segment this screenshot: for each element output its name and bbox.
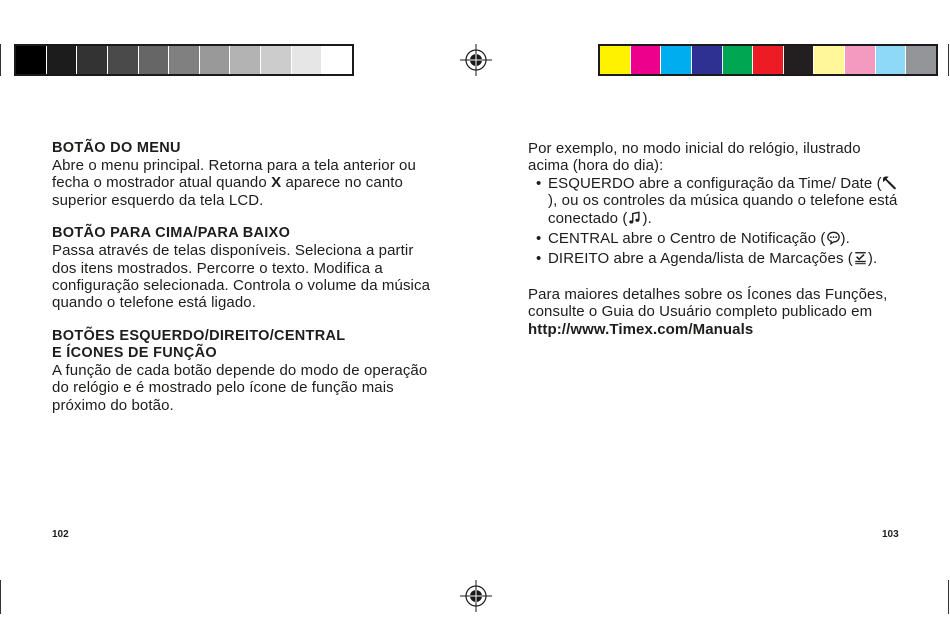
body-text: aparece no canto superior esquerdo da tela LCD. [52, 174, 403, 209]
color-swatch [784, 46, 815, 74]
color-swatch [753, 46, 784, 74]
details-text: Para maiores detalhes sobre os Ícones das Funções, consulte o Guia do Usuário completo publicado em [528, 285, 888, 321]
crop-mark [0, 44, 1, 76]
manuals-link[interactable]: http://www.Timex.com/Manuals [528, 320, 754, 338]
list-item-text: DIREITO abre a Agenda/lista de Marcações ( [548, 250, 853, 268]
notification-bubble-icon [826, 231, 841, 245]
section-heading: BOTÃO PARA CIMA/PARA BAIXO [52, 225, 291, 242]
grayscale-calibration-bar [14, 44, 354, 76]
color-swatch [845, 46, 876, 74]
left-page-content [52, 140, 432, 430]
button-function-list [528, 175, 900, 268]
color-swatch [16, 46, 47, 74]
color-swatch [77, 46, 108, 74]
crop-mark [0, 580, 1, 614]
list-item-text: ), ou os controles da música quando o telefone está conectado ( [548, 192, 898, 227]
right-page-content [528, 140, 900, 338]
color-swatch [600, 46, 631, 74]
section-body: Passa através de telas disponíveis. Seleciona a partir dos itens mostrados. Percorre o texto. Modifica a configuração selecionada. Controla o volume da música quando o telefone está ligado. [52, 242, 431, 312]
list-item-text: ). [840, 230, 850, 248]
section-heading: BOTÃO DO MENU [52, 140, 181, 156]
crop-mark [948, 580, 949, 614]
color-swatch [661, 46, 692, 74]
list-item-text: ). [642, 209, 652, 227]
registration-mark-icon [460, 580, 492, 612]
menu-button-section [52, 140, 432, 209]
color-swatch [47, 46, 78, 74]
color-swatch [292, 46, 323, 74]
color-swatch [139, 46, 170, 74]
heading-line: BOTÕES ESQUERDO/DIREITO/CENTRAL [52, 327, 346, 344]
page-number-right: 103 [882, 529, 899, 540]
color-swatch [876, 46, 907, 74]
page-number-left: 102 [52, 529, 69, 540]
heading-line: E ÍCONES DE FUNÇÃO [52, 344, 217, 361]
section-heading [52, 328, 432, 362]
list-item-text: ). [867, 250, 878, 268]
list-item-text: ESQUERDO abre a configuração da Time/ Date ( [548, 174, 882, 192]
color-swatch [108, 46, 139, 74]
left-right-center-buttons-section [52, 328, 432, 414]
color-swatch [814, 46, 845, 74]
close-x-symbol: X [271, 174, 282, 192]
color-swatch [723, 46, 754, 74]
color-swatch [631, 46, 662, 74]
body-text: Abre o menu principal. Retorna para a tela anterior ou fecha o mostrador atual quando [52, 157, 416, 192]
color-swatch [322, 46, 352, 74]
wrench-icon [882, 176, 897, 190]
crop-mark [948, 44, 949, 76]
registration-mark-icon [460, 44, 492, 76]
color-calibration-bar [598, 44, 938, 76]
list-item-text: CENTRAL abre o Centro de Notificação ( [548, 230, 826, 248]
up-down-button-section [52, 225, 432, 312]
section-body: A função de cada botão depende do modo de operação do relógio e é mostrado pelo ícone de função mais próximo do botão. [52, 361, 428, 414]
list-item [548, 250, 900, 267]
list-item [548, 175, 900, 227]
color-swatch [261, 46, 292, 74]
agenda-icon [853, 251, 868, 265]
intro-text: Por exemplo, no modo inicial do relógio, ilustrado acima (hora do dia): [528, 140, 861, 175]
music-note-icon [627, 211, 642, 225]
color-swatch [906, 46, 936, 74]
color-swatch [230, 46, 261, 74]
details-paragraph [528, 286, 900, 338]
color-swatch [200, 46, 231, 74]
color-swatch [692, 46, 723, 74]
color-swatch [169, 46, 200, 74]
list-item [548, 230, 900, 247]
section-body [52, 157, 432, 209]
